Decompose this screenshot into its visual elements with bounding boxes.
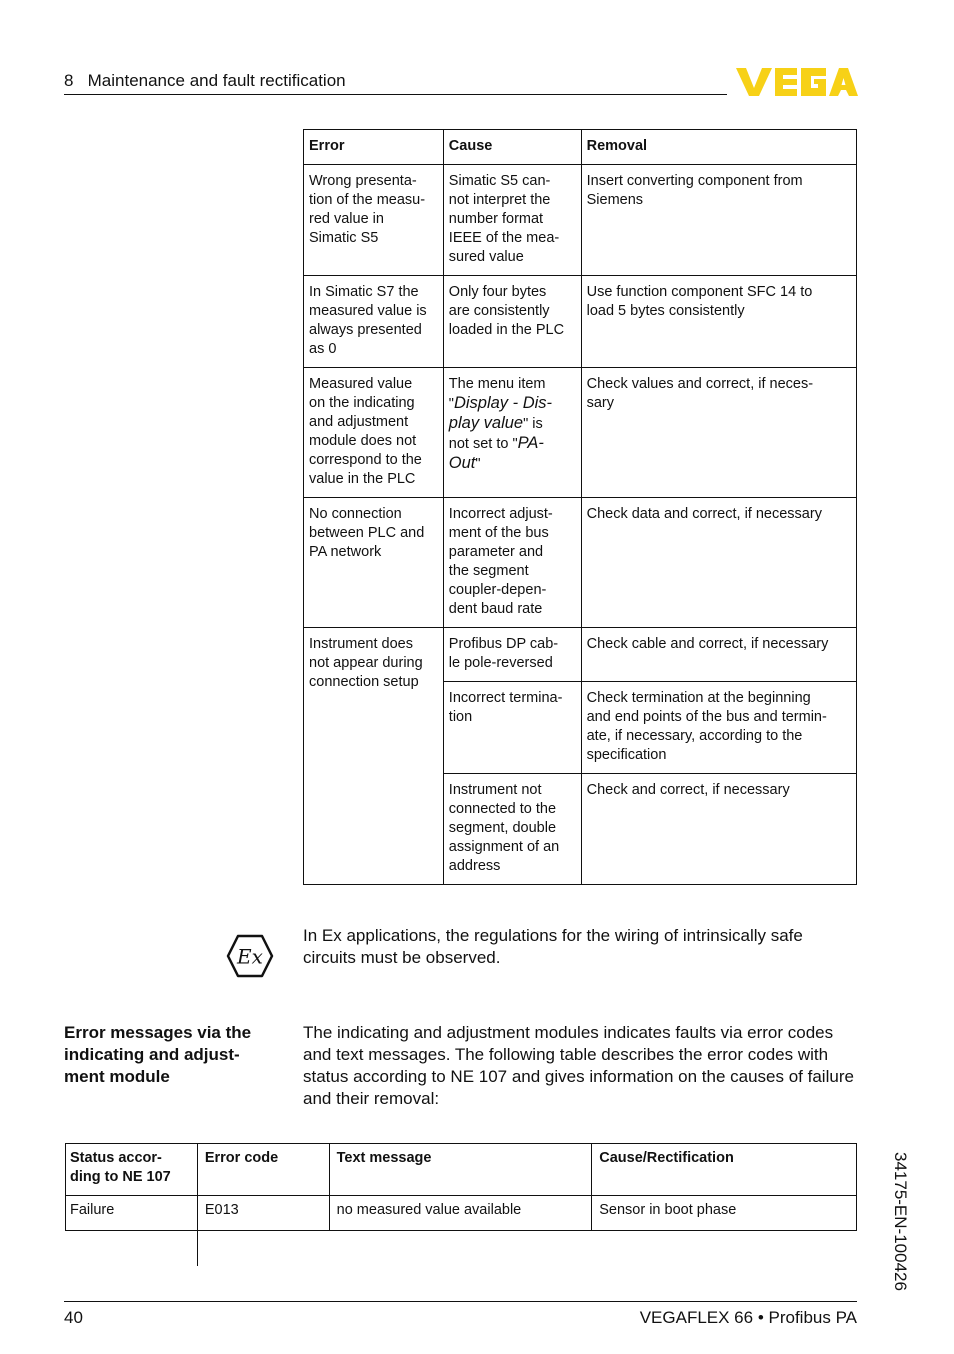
section-body: The indicating and adjustment modules indicates faults via error codes and text messages. The following table describes the error codes with status according to NE 107 and gives information on the causes of failure and their removal: (303, 1023, 854, 1108)
table-row (304, 498, 857, 628)
table-row (304, 628, 857, 682)
removal-cell: Insert converting component from Siemens (581, 165, 856, 276)
menu-item-name: Display - Dis- play value (448, 394, 553, 432)
table-header-row (66, 1144, 857, 1196)
cause-text: The menu item " (448, 376, 546, 412)
table-header-row (304, 130, 857, 165)
cause-cell (443, 368, 581, 498)
cause-cell: Only four bytes are consistently loaded in the PLC (443, 276, 581, 368)
table-row (304, 165, 857, 276)
page-number: 40 (64, 1308, 83, 1327)
column-header-removal: Removal (581, 130, 856, 165)
cause-cell: Incorrect adjust- ment of the bus parameter and the segment coupler-depen- dent baud rate (443, 498, 581, 628)
column-header-error: Error (304, 130, 444, 165)
menu-value-name: PA- Out (448, 434, 544, 472)
error-code-cell: E013 (197, 1196, 329, 1231)
cause-rectification-cell: Sensor in boot phase (592, 1196, 857, 1231)
error-code-table (65, 1143, 857, 1231)
table-row (304, 276, 857, 368)
cause-text: " is not set to " (448, 416, 543, 452)
column-header-text-message: Text message (329, 1144, 592, 1196)
cause-text: " (475, 456, 481, 472)
error-cell: No connection between PLC and PA network (304, 498, 444, 628)
document-code: 34175-EN-100426 (891, 1152, 910, 1291)
cause-cell: Instrument not connected to the segment, double assignment of an address (443, 774, 581, 885)
table-row (66, 1196, 857, 1231)
cause-cell: Profibus DP cab- le pole-reversed (443, 628, 581, 682)
footer-rule (64, 1301, 857, 1302)
removal-cell: Check data and correct, if necessary (581, 498, 856, 628)
ex-hazard-icon (226, 934, 274, 978)
fault-table (303, 129, 857, 885)
table-row (304, 368, 857, 498)
column-header-cause-rectification: Cause/Rectification (592, 1144, 857, 1196)
vega-logo (734, 64, 858, 98)
column-header-cause: Cause (443, 130, 581, 165)
table-continuation-line (197, 1229, 198, 1266)
section-heading: Error messages via the indicating and adjust- ment module (64, 1023, 252, 1086)
cause-cell: Simatic S5 can- not interpret the number format IEEE of the mea- sured value (443, 165, 581, 276)
footer-product: VEGAFLEX 66 • Profibus PA (639, 1308, 857, 1327)
column-header-error-code: Error code (197, 1144, 329, 1196)
header-rule (64, 94, 727, 95)
error-cell: Wrong presenta- tion of the measu- red value in Simatic S5 (304, 165, 444, 276)
error-cell: Instrument does not appear during connection setup (304, 628, 444, 885)
status-cell: Failure (66, 1196, 198, 1231)
section-header: 8 Maintenance and fault rectification (64, 71, 346, 90)
cause-cell: Incorrect termina- tion (443, 682, 581, 774)
text-message-cell: no measured value available (329, 1196, 592, 1231)
removal-cell: Check termination at the beginning and end points of the bus and termin- ate, if necessary, according to the specification (581, 682, 856, 774)
column-header-status: Status accor- ding to NE 107 (66, 1144, 198, 1196)
svg-text:Ex: Ex (237, 944, 263, 969)
removal-cell: Use function component SFC 14 to load 5 bytes consistently (581, 276, 856, 368)
ex-note: In Ex applications, the regulations for the wiring of intrinsically safe circuits must be observed. (303, 926, 803, 967)
error-cell: In Simatic S7 the measured value is always presented as 0 (304, 276, 444, 368)
removal-cell: Check and correct, if necessary (581, 774, 856, 885)
removal-cell: Check values and correct, if neces- sary (581, 368, 856, 498)
removal-cell: Check cable and correct, if necessary (581, 628, 856, 682)
error-cell: Measured value on the indicating and adjustment module does not correspond to the value in the PLC (304, 368, 444, 498)
